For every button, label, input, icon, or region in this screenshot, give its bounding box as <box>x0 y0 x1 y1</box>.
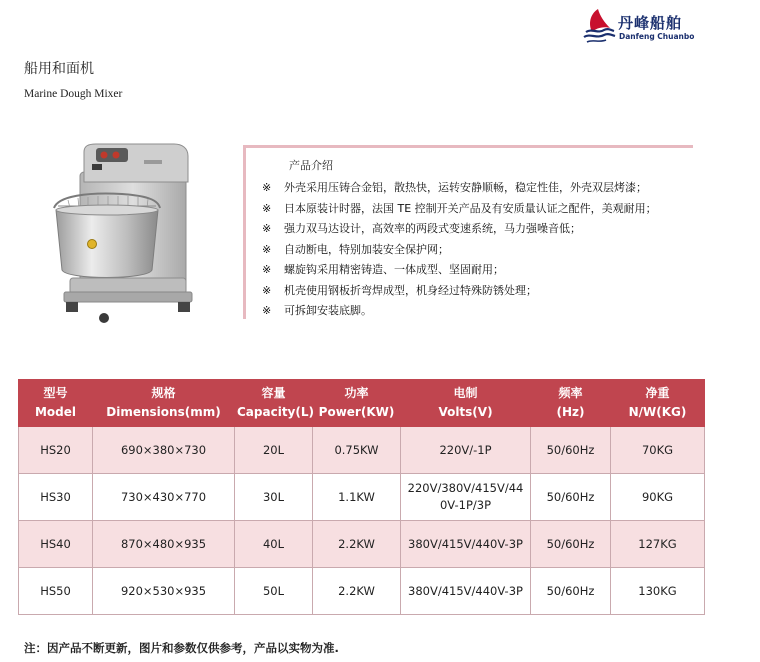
cell-frequency: 50/60Hz <box>531 474 611 521</box>
cell-frequency: 50/60Hz <box>531 521 611 568</box>
reference-mark-icon: ※ <box>262 304 272 317</box>
cell-dimensions: 690×380×730 <box>93 427 235 474</box>
cell-power: 2.2KW <box>313 521 401 568</box>
cell-capacity: 20L <box>235 427 313 474</box>
brand-name-en: Danfeng Chuanbo <box>619 32 695 41</box>
cell-capacity: 40L <box>235 521 313 568</box>
header-power: 功率 Power(KW) <box>313 380 401 427</box>
cell-frequency: 50/60Hz <box>531 568 611 615</box>
header-capacity: 容量 Capacity(L) <box>235 380 313 427</box>
cell-power: 1.1KW <box>313 474 401 521</box>
cell-power: 2.2KW <box>313 568 401 615</box>
dough-mixer-image <box>48 142 196 326</box>
frame-left-rule <box>243 145 246 319</box>
cell-power: 0.75KW <box>313 427 401 474</box>
cell-dimensions: 920×530×935 <box>93 568 235 615</box>
table-header-row <box>19 380 705 427</box>
company-logo <box>578 6 698 46</box>
cell-weight: 70KG <box>611 427 705 474</box>
sail-wave-logo-icon <box>578 6 618 46</box>
cell-model: HS40 <box>19 521 93 568</box>
table-row <box>19 474 705 521</box>
cell-frequency: 50/60Hz <box>531 427 611 474</box>
cell-model: HS30 <box>19 474 93 521</box>
cell-weight: 127KG <box>611 521 705 568</box>
feature-item: ※ 日本原装计时器，法国 TE 控制开关产品及有安质量认证之配件，美观耐用； <box>262 199 657 220</box>
table-row <box>19 568 705 615</box>
product-title-en: Marine Dough Mixer <box>24 88 123 100</box>
spec-table <box>18 379 705 615</box>
cell-capacity: 50L <box>235 568 313 615</box>
feature-item: ※ 强力双马达设计，高效率的两段式变速系统，马力强噪音低； <box>262 219 657 240</box>
feature-item: ※ 外壳采用压铸合金铝，散热快，运转安静顺畅，稳定性佳，外壳双层烤漆； <box>262 178 657 199</box>
feature-item: ※ 机壳使用钢板折弯焊成型，机身经过特殊防锈处理； <box>262 281 657 302</box>
feature-item: ※ 自动断电，特别加装安全保护网； <box>262 240 657 261</box>
feature-item: ※ 螺旋钩采用精密铸造、一体成型、坚固耐用； <box>262 260 657 281</box>
cell-dimensions: 730×430×770 <box>93 474 235 521</box>
intro-heading: 产品介绍 <box>289 159 333 172</box>
header-frequency: 频率 (Hz) <box>531 380 611 427</box>
cell-weight: 90KG <box>611 474 705 521</box>
header-weight: 净重 N/W(KG) <box>611 380 705 427</box>
header-model: 型号 Model <box>19 380 93 427</box>
footnote: 注：因产品不断更新，图片和参数仅供参考，产品以实物为准. <box>24 641 339 655</box>
reference-mark-icon: ※ <box>262 263 272 276</box>
cell-dimensions: 870×480×935 <box>93 521 235 568</box>
table-row <box>19 521 705 568</box>
cell-weight: 130KG <box>611 568 705 615</box>
table-row <box>19 427 705 474</box>
header-dimensions: 规格 Dimensions(mm) <box>93 380 235 427</box>
cell-volts: 380V/415V/440V-3P <box>401 568 531 615</box>
cell-model: HS20 <box>19 427 93 474</box>
reference-mark-icon: ※ <box>262 242 272 256</box>
header-volts: 电制 Volts(V) <box>401 380 531 427</box>
product-title-cn: 船用和面机 <box>24 61 94 77</box>
reference-mark-icon: ※ <box>262 222 272 235</box>
feature-list <box>262 178 657 322</box>
cell-capacity: 30L <box>235 474 313 521</box>
cell-model: HS50 <box>19 568 93 615</box>
reference-mark-icon: ※ <box>262 201 272 215</box>
cell-volts: 220V/380V/415V/440V-1P/3P <box>401 474 531 521</box>
frame-top-rule <box>243 145 693 148</box>
cell-volts: 220V/-1P <box>401 427 531 474</box>
brand-name-cn: 丹峰船舶 <box>618 14 683 32</box>
cell-volts: 380V/415V/440V-3P <box>401 521 531 568</box>
reference-mark-icon: ※ <box>262 283 272 297</box>
feature-item: ※ 可拆卸安装底脚。 <box>262 301 657 322</box>
reference-mark-icon: ※ <box>262 181 272 194</box>
